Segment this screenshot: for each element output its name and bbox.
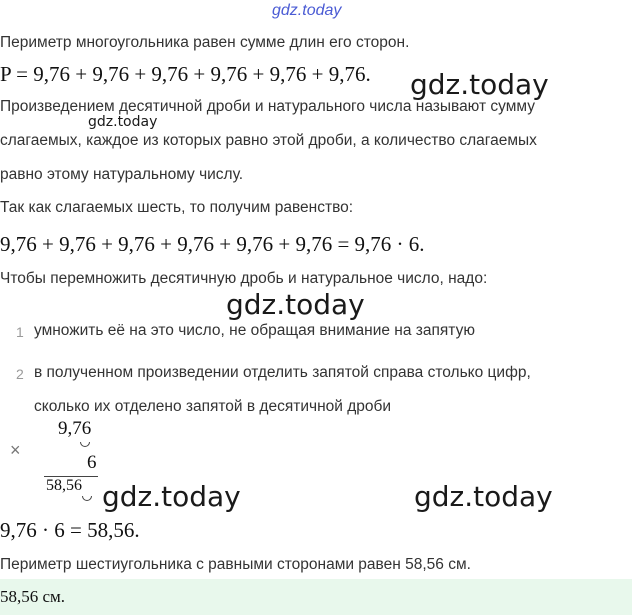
how-to-sentence: Чтобы перемножить десятичную дробь и натуральное число, надо: bbox=[0, 270, 488, 287]
step-2-text: в полученном произведении отделить запятой справа столько цифр, bbox=[34, 364, 531, 381]
six-terms-sentence: Так как слагаемых шесть, то получим равенство: bbox=[0, 199, 354, 216]
equality-formula: 9,76 + 9,76 + 9,76 + 9,76 + 9,76 + 9,76 = 9,76 · 6. bbox=[0, 232, 425, 256]
perimeter-formula: P = 9,76 + 9,76 + 9,76 + 9,76 + 9,76 + 9,76. bbox=[0, 62, 371, 86]
watermark-1: gdz.today bbox=[410, 68, 549, 101]
perimeter-definition: Периметр многоугольника равен сумме длин его сторон. bbox=[0, 34, 410, 51]
step-2-number: 2 bbox=[16, 366, 24, 382]
result-formula: 9,76 · 6 = 58,56. bbox=[0, 518, 140, 542]
step-1-text: умножить её на это число, не обращая внимание на запятую bbox=[34, 322, 475, 339]
watermark-2: gdz.today bbox=[88, 114, 158, 130]
column-multiplier: 6 bbox=[87, 452, 97, 473]
column-result-arc bbox=[82, 496, 92, 501]
product-definition-line-3: равно этому натуральному числу. bbox=[0, 166, 244, 183]
watermark-4: gdz.today bbox=[102, 480, 241, 513]
watermark-5: gdz.today bbox=[414, 480, 553, 513]
column-result: 58,56 bbox=[46, 477, 82, 494]
watermark-top: gdz.today bbox=[272, 2, 342, 19]
answer-text: 58,56 см. bbox=[0, 587, 66, 606]
column-multiplication bbox=[0, 418, 110, 498]
column-top-arc bbox=[80, 442, 90, 447]
multiply-sign: × bbox=[10, 440, 21, 460]
step-2-continuation: сколько их отделено запятой в десятичной дроби bbox=[34, 398, 392, 415]
product-definition-line-2: слагаемых, каждое из которых равно этой дроби, а количество слагаемых bbox=[0, 132, 537, 149]
column-top-number: 9,76 bbox=[58, 418, 92, 439]
conclusion-sentence: Периметр шестиугольника с равными сторонами равен 58,56 см. bbox=[0, 556, 471, 573]
watermark-3: gdz.today bbox=[226, 288, 365, 321]
product-definition-line-1: Произведением десятичной дроби и натурального числа называют сумму bbox=[0, 98, 535, 115]
step-1-number: 1 bbox=[16, 324, 24, 340]
answer-box bbox=[0, 579, 632, 615]
